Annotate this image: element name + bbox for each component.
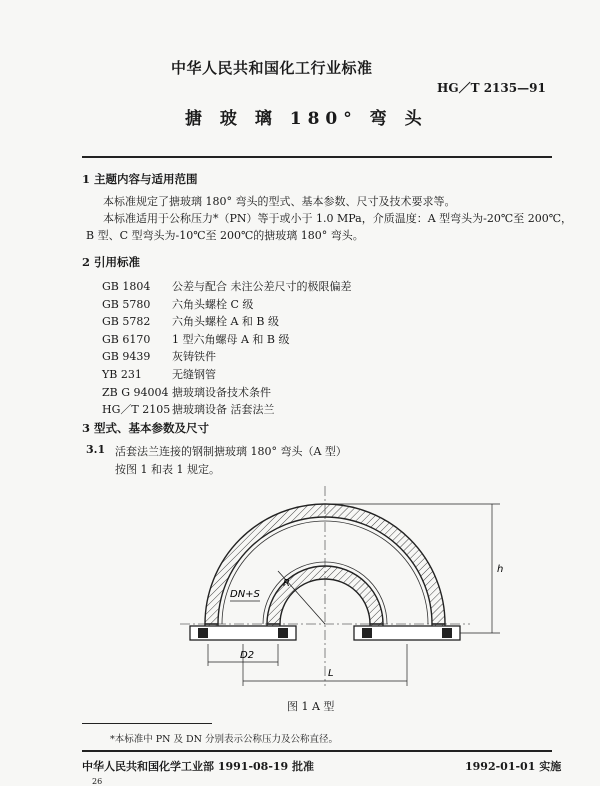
footnote-rule — [82, 723, 212, 724]
left-flange-bolt — [278, 628, 288, 638]
section-1-heading: 1 主题内容与适用范围 — [82, 172, 198, 186]
reference-code: ZB G 94004 — [102, 385, 169, 399]
approval-note: 中华人民共和国化学工业部 1991-08-19 批准 — [82, 760, 315, 773]
reference-item — [102, 331, 352, 349]
reference-code: GB 5780 — [102, 297, 151, 311]
reference-item — [102, 384, 352, 402]
radius-label: R — [283, 578, 290, 589]
section-1-paragraph-1: 本标准规定了搪玻璃 180° 弯头的型式、基本参数、尺寸及技术要求等。 — [103, 195, 456, 208]
footer-rule — [82, 750, 552, 752]
reference-item — [102, 313, 352, 331]
reference-name: 六角头螺栓 C 级 — [172, 297, 254, 311]
section-3-1-number: 3.1 — [86, 443, 106, 456]
header-rule — [82, 156, 552, 158]
footnote: *本标准中 PN 及 DN 分别表示公称压力及公称直径。 — [110, 734, 338, 745]
page-number: 26 — [92, 777, 103, 786]
section-1-paragraph-2-line-2: B 型、C 型弯头为-10℃至 200℃的搪玻璃 180° 弯头。 — [86, 229, 364, 242]
reference-name: 无缝钢管 — [172, 367, 216, 381]
l-label: L — [328, 668, 334, 679]
left-flange-bolt — [198, 628, 208, 638]
reference-item — [102, 348, 352, 366]
section-3-heading: 3 型式、基本参数及尺寸 — [82, 421, 210, 435]
reference-code: GB 1804 — [102, 280, 151, 293]
reference-list — [102, 278, 352, 419]
right-flange-bolt — [362, 628, 372, 638]
reference-item — [102, 366, 352, 384]
standard-organization: 中华人民共和国化工行业标准 — [171, 59, 373, 77]
standard-code: HG／T 2135—91 — [437, 81, 546, 95]
right-flange-bolt — [442, 628, 452, 638]
document-title: 搪 玻 璃 180° 弯 头 — [185, 109, 428, 129]
reference-code: HG／T 2105 — [102, 403, 171, 417]
reference-name: 灰铸铁件 — [172, 350, 216, 364]
reference-item — [102, 278, 352, 296]
reference-name: 搪玻璃设备技术条件 — [172, 385, 271, 399]
d2-label: D2 — [240, 650, 255, 661]
reference-item — [102, 296, 352, 314]
reference-name: 1 型六角螺母 A 和 B 级 — [172, 332, 290, 346]
reference-code: GB 6170 — [102, 332, 151, 346]
figure-caption: 图 1 A 型 — [287, 700, 335, 713]
reference-name: 六角头螺栓 A 和 B 级 — [172, 315, 280, 329]
reference-name: 公差与配合 未注公差尺寸的极限偏差 — [172, 280, 352, 293]
reference-item — [102, 401, 352, 419]
bend-drawing — [160, 476, 520, 694]
reference-code: YB 231 — [102, 367, 142, 381]
reference-code: GB 5782 — [102, 315, 151, 329]
reference-code: GB 9439 — [102, 350, 151, 364]
section-1-paragraph-2-line-1: 本标准适用于公称压力*（PN）等于或小于 1.0 MPa，介质温度：A 型弯头为-20℃至 200℃， — [103, 212, 572, 225]
section-2-heading: 2 引用标准 — [82, 255, 141, 269]
effective-date: 1992-01-01 实施 — [465, 760, 562, 773]
section-3-1-text: 按图 1 和表 1 规定。 — [115, 463, 220, 476]
section-3-1-heading: 活套法兰连接的钢制搪玻璃 180° 弯头（A 型） — [115, 445, 347, 458]
h-label: h — [497, 564, 504, 575]
dn-s-label: DN+S — [230, 589, 260, 600]
reference-name: 搪玻璃设备 活套法兰 — [172, 403, 275, 417]
